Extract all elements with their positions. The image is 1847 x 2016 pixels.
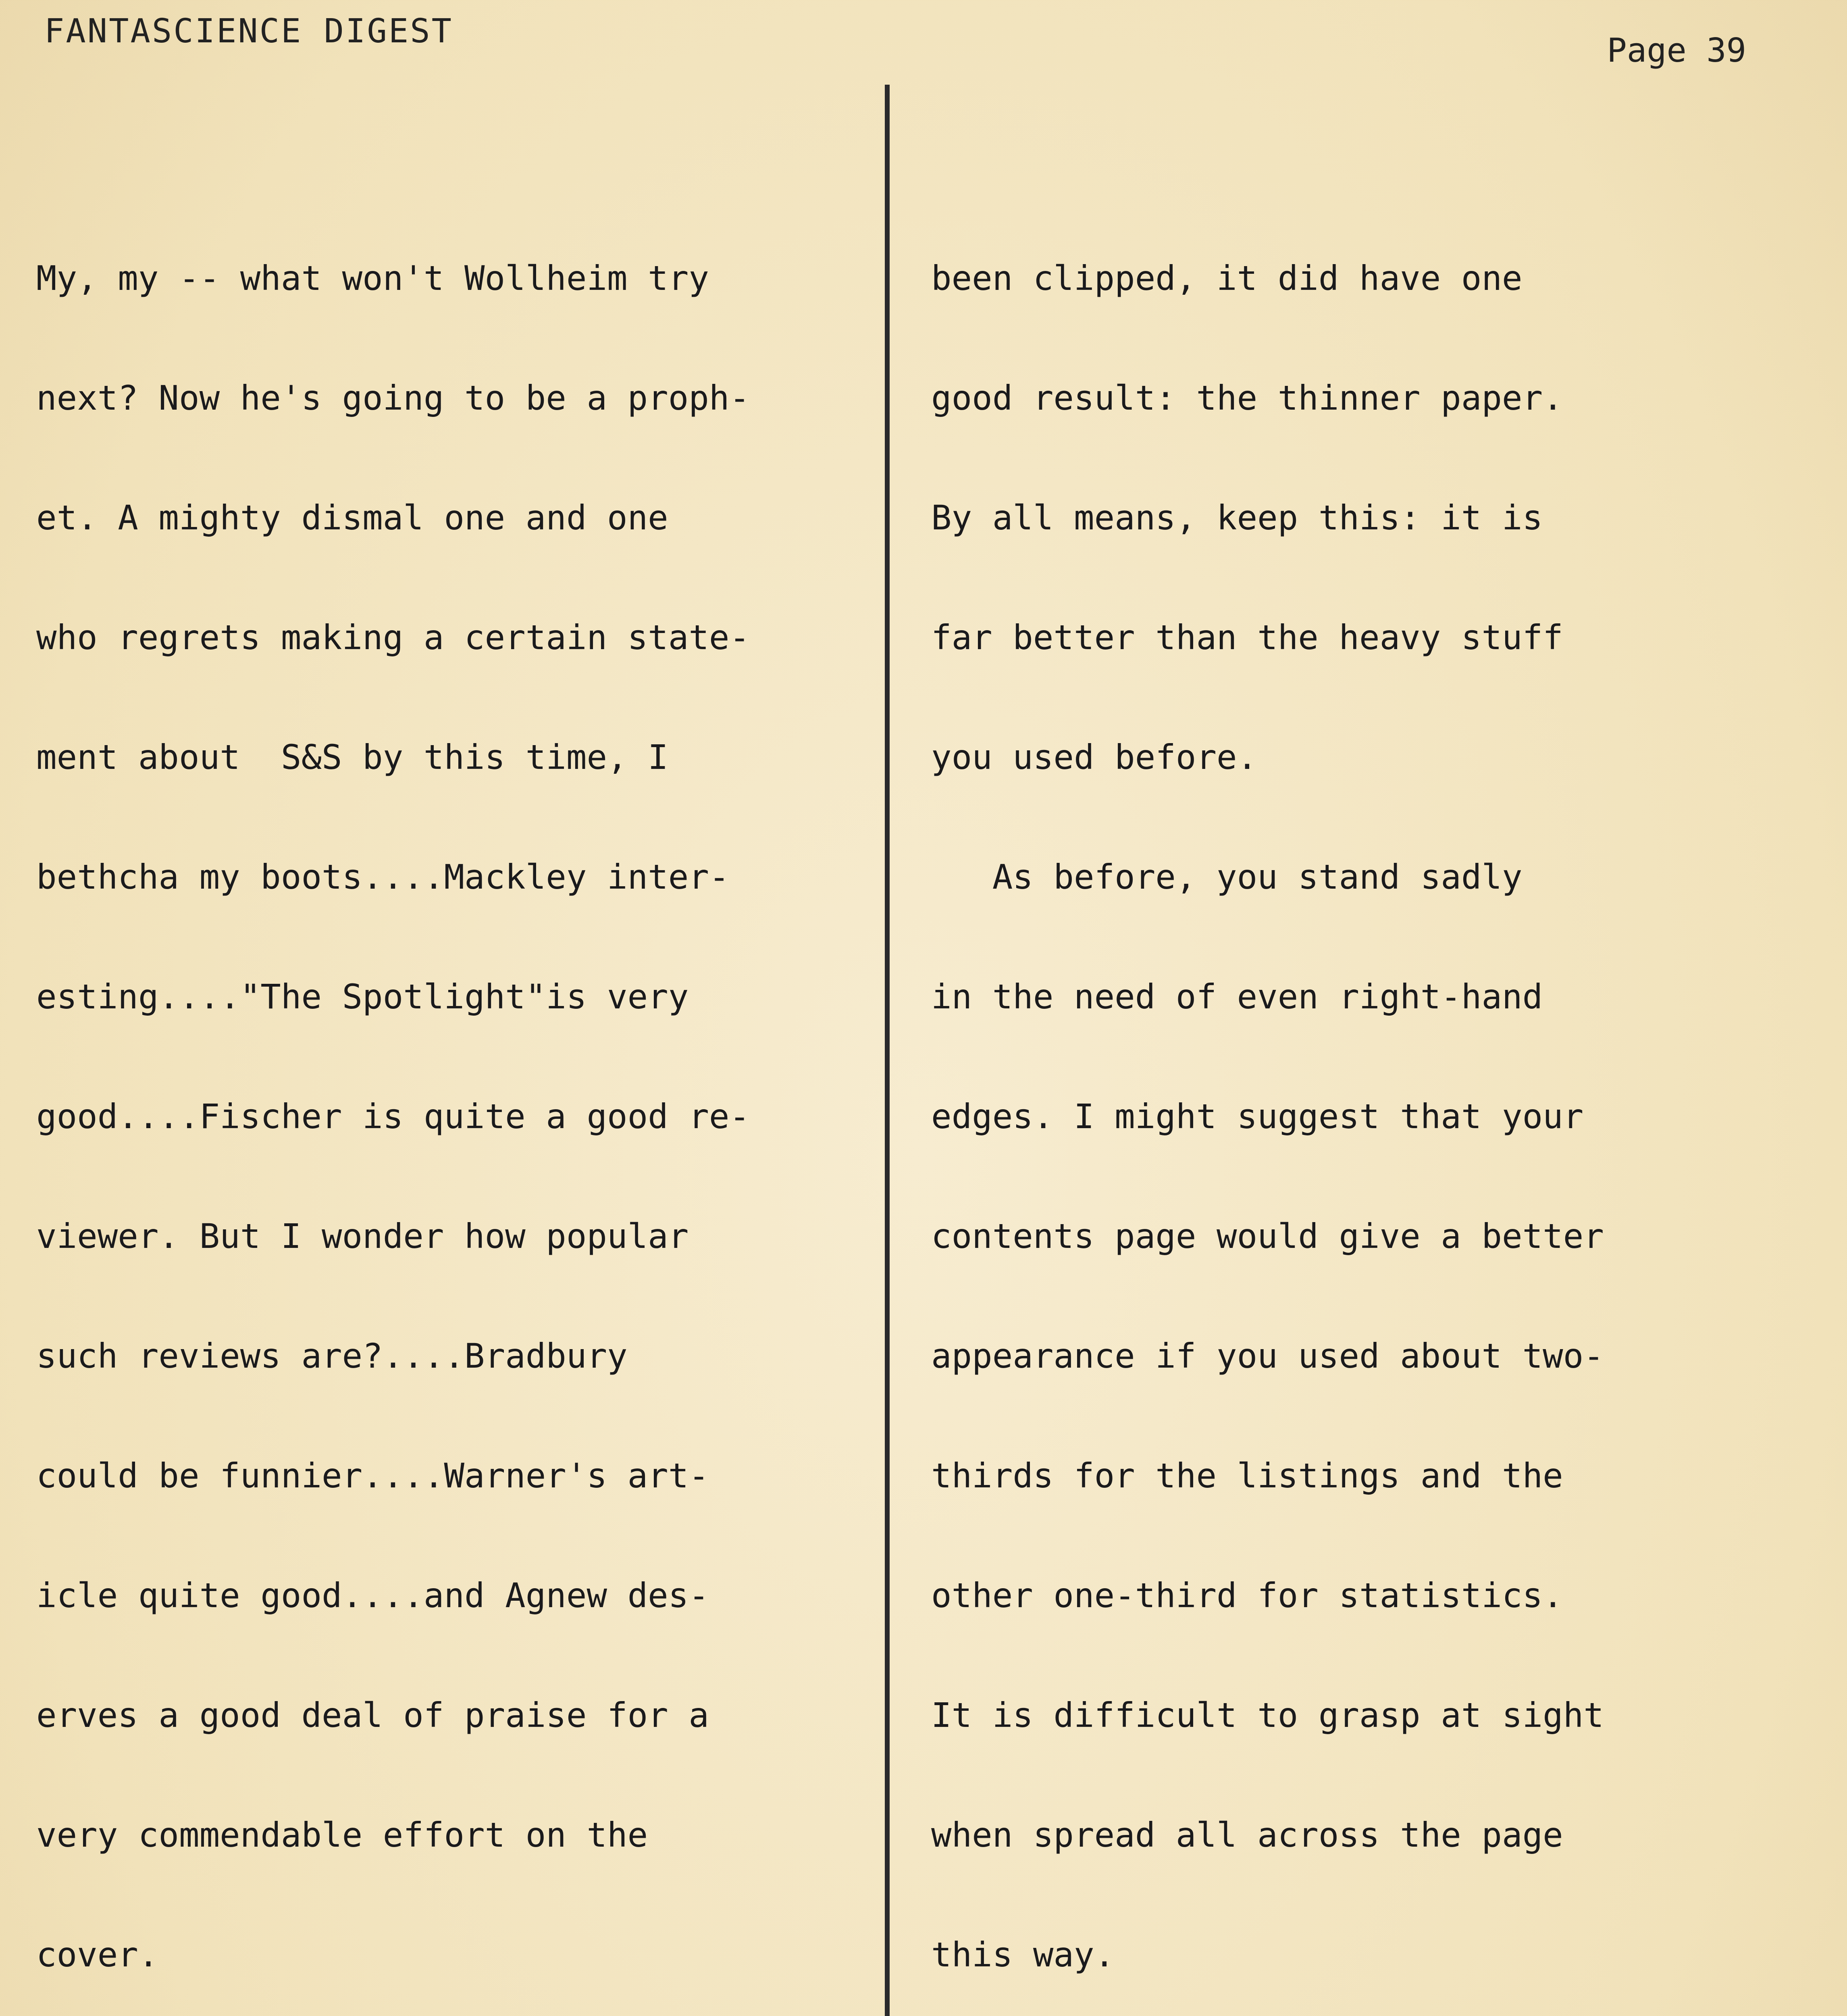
text-line: very commendable effort on the	[36, 1815, 648, 1855]
text-line: when spread all across the page	[931, 1815, 1563, 1855]
left-column	[36, 99, 875, 2016]
text-line: thirds for the listings and the	[931, 1456, 1563, 1495]
text-line: edges. I might suggest that your	[931, 1097, 1584, 1136]
text-line: et. A mighty dismal one and one	[36, 498, 668, 537]
text-line: next? Now he's going to be a proph-	[36, 378, 750, 418]
text-line: bethcha my boots....Mackley inter-	[36, 857, 730, 897]
text-line: who regrets making a certain state-	[36, 618, 750, 657]
text-line: this way.	[931, 1935, 1115, 1974]
page-header	[44, 12, 1746, 70]
text-line: My, my -- what won't Wollheim try	[36, 258, 709, 298]
text-line: As before, you stand sadly	[931, 857, 1523, 897]
text-line: appearance if you used about two-	[931, 1336, 1604, 1376]
text-line: viewer. But I wonder how popular	[36, 1216, 689, 1256]
text-line: good....Fischer is quite a good re-	[36, 1097, 750, 1136]
column-divider	[885, 85, 890, 2016]
text-line: other one-third for statistics.	[931, 1576, 1563, 1615]
text-line: could be funnier....Warner's art-	[36, 1456, 709, 1495]
text-line: esting...."The Spotlight"is very	[36, 977, 689, 1016]
text-line: ment about S&S by this time, I	[36, 737, 668, 777]
text-line: been clipped, it did have one	[931, 258, 1523, 298]
page-number: Page 39	[1607, 31, 1746, 70]
digest-title: FANTASCIENCE DIGEST	[44, 12, 453, 50]
text-line: good result: the thinner paper.	[931, 378, 1563, 418]
text-line: icle quite good....and Agnew des-	[36, 1576, 709, 1615]
moskowitz-letter	[36, 179, 875, 2016]
lowndes-letter-continued	[931, 179, 1786, 2016]
text-line: erves a good deal of praise for a	[36, 1695, 709, 1735]
text-line: It is difficult to grasp at sight	[931, 1695, 1604, 1735]
text-line: you used before.	[931, 737, 1258, 777]
text-line: such reviews are?....Bradbury	[36, 1336, 628, 1376]
text-line: contents page would give a better	[931, 1216, 1604, 1256]
text-line: By all means, keep this: it is	[931, 498, 1543, 537]
text-line: cover.	[36, 1935, 159, 1974]
right-column	[931, 99, 1786, 2016]
text-line: in the need of even right-hand	[931, 977, 1543, 1016]
text-line: far better than the heavy stuff	[931, 618, 1563, 657]
